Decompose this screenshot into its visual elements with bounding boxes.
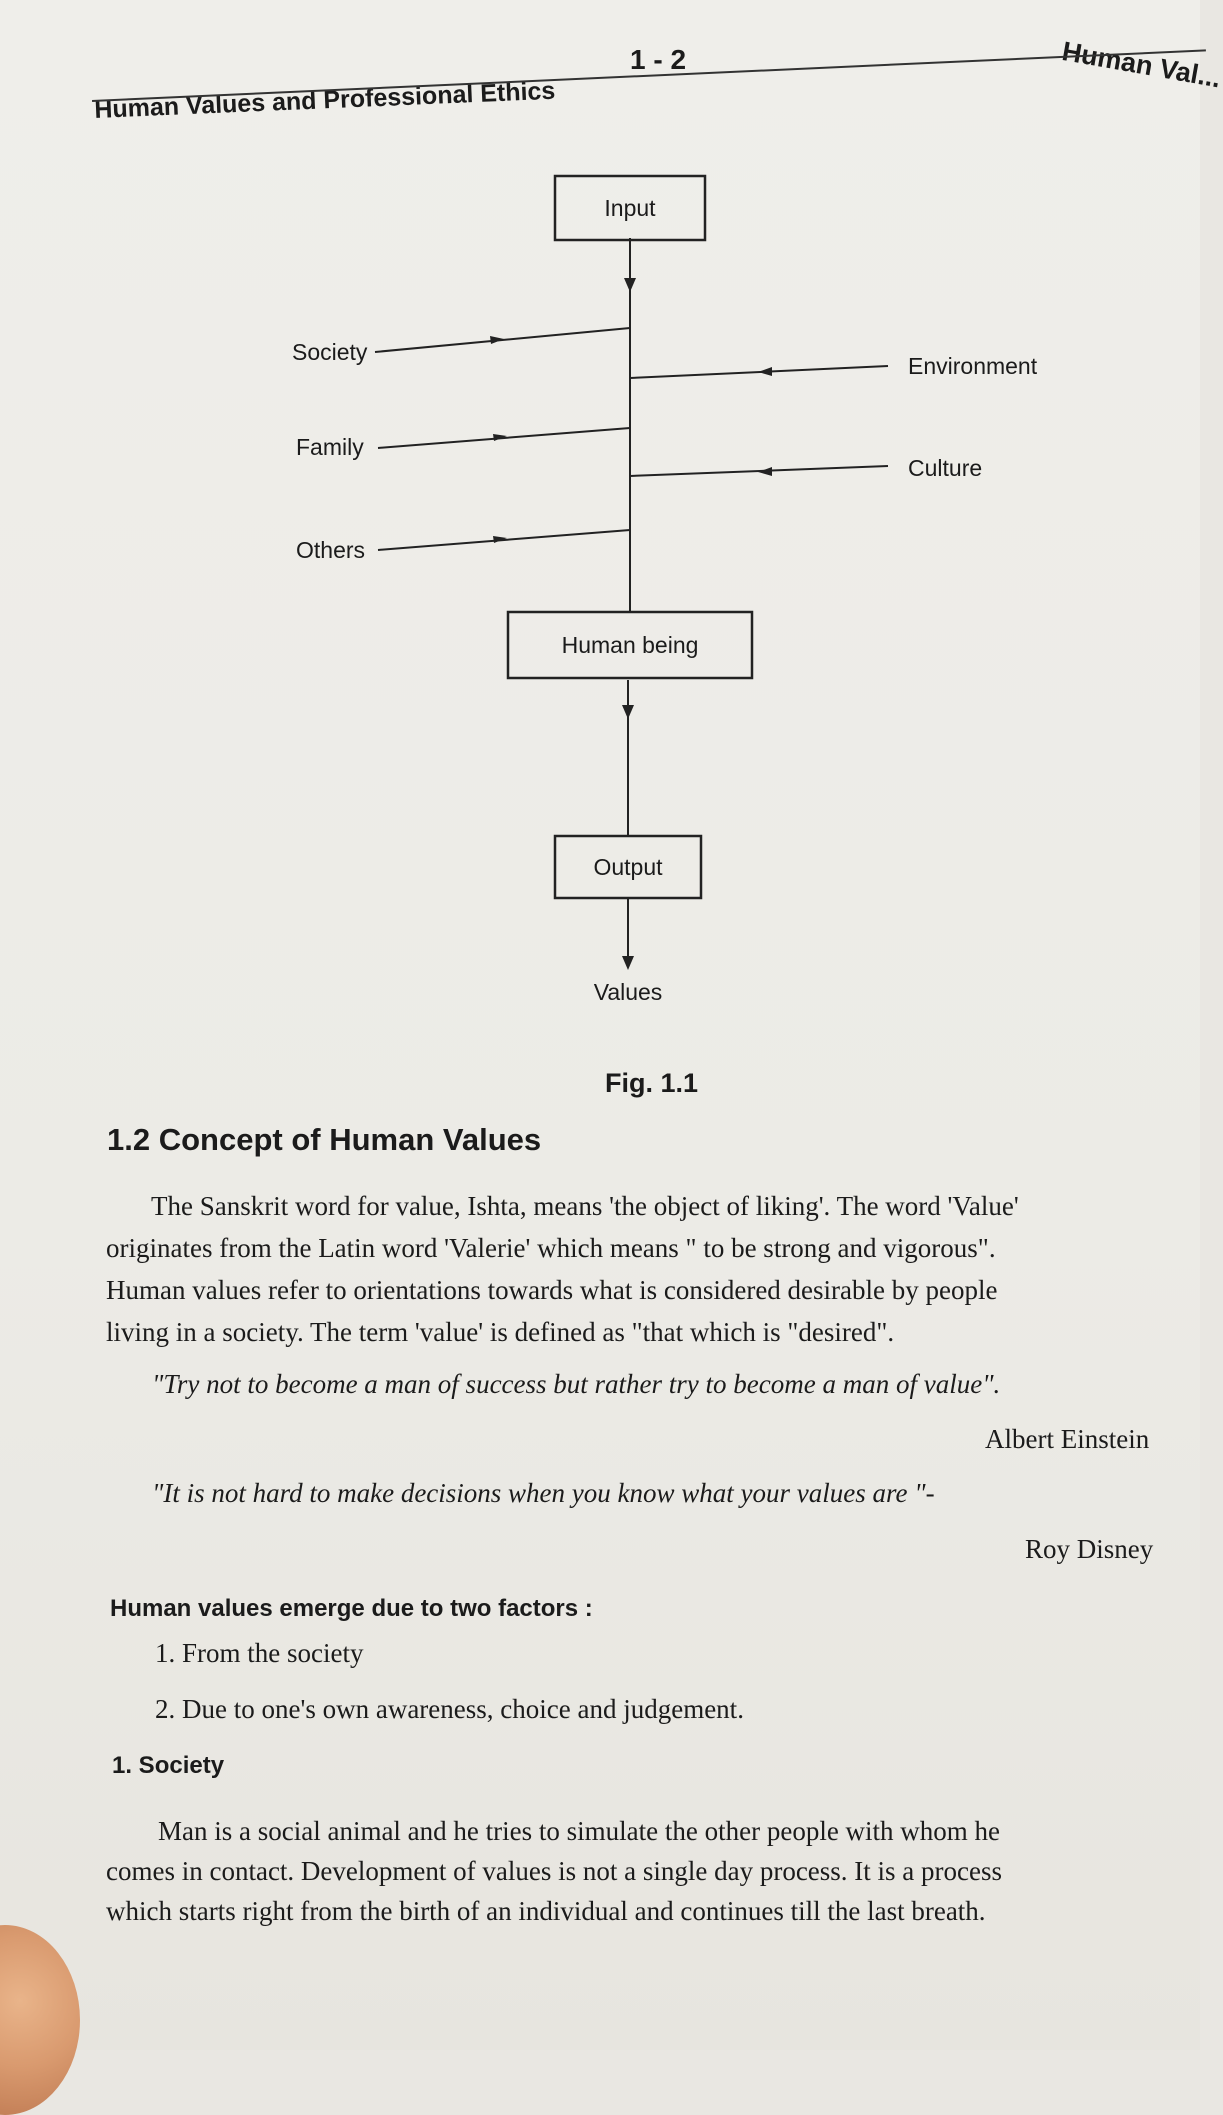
intro-line: originates from the Latin word 'Valerie' which means " to be strong and vigorous". (106, 1233, 996, 1263)
society-line: which starts right from the birth of an individual and continues till the last breath. (106, 1896, 986, 1926)
culture-connector (630, 466, 888, 476)
einstein-quote: "Try not to become a man of success but rather try to become a man of value". (152, 1369, 1001, 1399)
book-title: Human Values and Professional Ethics (93, 76, 556, 125)
output-label: Output (593, 854, 663, 880)
input-label: Input (604, 195, 656, 221)
others-connector (378, 530, 630, 550)
left-arrow-icon (758, 467, 772, 476)
culture-label: Culture (908, 455, 983, 481)
others-label: Others (296, 537, 366, 563)
disney-quote: "It is not hard to make decisions when you know what your values are "- (152, 1478, 935, 1508)
society-connector (375, 328, 630, 352)
down-arrow-icon (624, 278, 636, 292)
values-label: Values (593, 979, 663, 1005)
einstein-attribution: Albert Einstein (985, 1424, 1150, 1454)
factors-heading: Human values emerge due to two factors : (110, 1595, 593, 1622)
family-label: Family (296, 434, 364, 460)
down-arrow-icon (622, 956, 634, 970)
society-label: Society (292, 339, 368, 365)
figure-caption: Fig. 1.1 (605, 1068, 699, 1098)
flow-diagram (0, 150, 1200, 1030)
environment-label: Environment (908, 353, 1038, 379)
society-heading: 1. Society (112, 1752, 225, 1779)
human-being-label: Human being (561, 632, 699, 658)
intro-line: living in a society. The term 'value' is defined as "that which is "desired". (106, 1317, 895, 1347)
left-arrow-icon (758, 367, 772, 376)
down-arrow-icon (622, 705, 634, 719)
factor-item: 2. Due to one's own awareness, choice and judgement. (155, 1694, 744, 1724)
intro-line: The Sanskrit word for value, Ishta, means 'the object of liking'. The word 'Value' (151, 1191, 1019, 1221)
disney-attribution: Roy Disney (1025, 1534, 1154, 1564)
page-number: 1 - 2 (630, 44, 687, 75)
society-line: Man is a social animal and he tries to simulate the other people with whom he (158, 1816, 1001, 1846)
thumb-shadow (0, 1925, 80, 2115)
society-line: comes in contact. Development of values is not a single day process. It is a process (106, 1856, 1003, 1886)
running-head: Human Val... (1059, 36, 1223, 94)
family-connector (378, 428, 630, 448)
intro-line: Human values refer to orientations towards what is considered desirable by people (106, 1275, 998, 1305)
factor-item: 1. From the society (155, 1638, 364, 1668)
section-heading: 1.2 Concept of Human Values (107, 1122, 542, 1157)
